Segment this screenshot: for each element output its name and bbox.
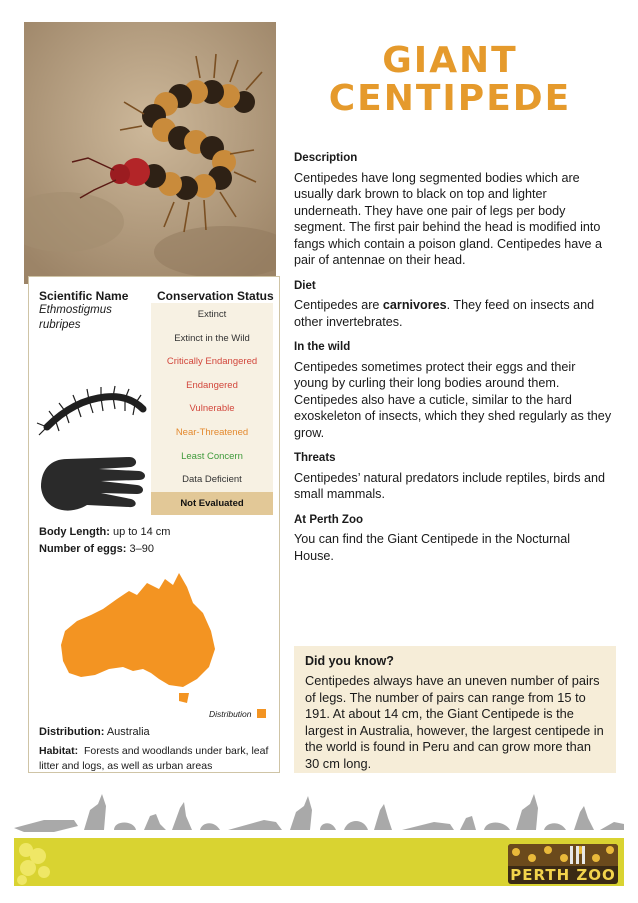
info-panel bbox=[28, 276, 280, 773]
conservation-status-heading: Conservation Status bbox=[157, 289, 274, 303]
habitat-value: Forests and woodlands under bark, leaf litter and logs, as well as urban areas bbox=[39, 745, 269, 772]
status-data-deficient: Data Deficient bbox=[151, 468, 273, 492]
did-you-know-text: Centipedes always have an uneven number of pairs of legs. The number of pairs can range from 15 to 191. At about 14 cm, the Giant Centipede is the largest in Australia, however, the largest centipede in the world is found in Peru and can grow more than 30 cm long. bbox=[305, 673, 604, 771]
diet-heading: Diet bbox=[294, 279, 316, 292]
status-not-evaluated: Not Evaluated bbox=[151, 492, 273, 516]
status-vulnerable: Vulnerable bbox=[151, 397, 273, 421]
logo-pattern bbox=[508, 844, 618, 866]
zoo-heading: At Perth Zoo bbox=[294, 513, 363, 526]
did-you-know-heading: Did you know? bbox=[305, 654, 394, 668]
distribution-label: Distribution: bbox=[39, 726, 105, 738]
body-stats bbox=[39, 524, 170, 558]
body-length bbox=[39, 524, 170, 541]
diet-text-bold: carnivores bbox=[382, 298, 447, 312]
distribution-value: Australia bbox=[106, 726, 150, 738]
logo-text: PERTH ZOO bbox=[510, 866, 616, 884]
diet-text bbox=[294, 297, 612, 330]
number-of-eggs bbox=[39, 541, 170, 558]
status-extinct-in-the-wild: Extinct in the Wild bbox=[151, 327, 273, 351]
distribution bbox=[39, 725, 271, 740]
threats-text: Centipedes’ natural predators include reptiles, birds and small mammals. bbox=[294, 470, 606, 501]
body-length-value: up to 14 cm bbox=[112, 526, 171, 538]
diet-text-start: Centipedes are bbox=[294, 298, 383, 312]
status-endangered: Endangered bbox=[151, 374, 273, 398]
threats-heading: Threats bbox=[294, 452, 336, 464]
status-critically-endangered: Critically Endangered bbox=[151, 350, 273, 374]
description-heading: Description bbox=[294, 152, 358, 164]
wild-heading: In the wild bbox=[294, 341, 351, 353]
scientific-name-heading: Scientific Name bbox=[39, 289, 129, 303]
title-line-2: CENTIPEDE bbox=[328, 78, 572, 119]
eggs-label: Number of eggs: bbox=[39, 543, 127, 555]
footer-leaf-decoration bbox=[14, 838, 58, 886]
scientific-name: Ethmostigmus rubripes bbox=[39, 304, 112, 331]
eggs-value: 3–90 bbox=[129, 543, 154, 555]
did-you-know-box bbox=[294, 646, 616, 773]
description-text: Centipedes have long segmented bodies which are usually dark brown to black on top and lighter underneath. They have one pair of legs per body segment. The first pair behind the head is modified into fangs which contain a poison gland. Centipedes have a pair of antennae on their head. bbox=[294, 170, 603, 267]
status-least-concern: Least Concern bbox=[151, 445, 273, 469]
body-length-label: Body Length: bbox=[39, 526, 110, 538]
page-title bbox=[300, 42, 600, 118]
centipede-photo bbox=[24, 22, 276, 284]
habitat-label: Habitat: bbox=[39, 745, 79, 757]
australia-distribution-map bbox=[55, 569, 225, 719]
status-extinct: Extinct bbox=[151, 303, 273, 327]
main-text-column bbox=[294, 150, 612, 573]
footer-bar bbox=[14, 838, 624, 886]
map-legend-label: Distribution bbox=[209, 709, 252, 719]
map-legend-swatch bbox=[257, 709, 266, 718]
hand-size-comparison-icon bbox=[37, 447, 145, 519]
diet-text-end: . They feed on insects and other invertebrates. bbox=[294, 298, 595, 329]
animal-silhouette-frieze bbox=[14, 790, 624, 834]
habitat bbox=[39, 744, 271, 774]
centipede-silhouette-icon bbox=[35, 379, 151, 439]
distribution-info bbox=[39, 725, 271, 774]
wild-text: Centipedes sometimes protect their eggs and their young by curling their long bodies around them. Centipedes also have a cuticle, similar to the hard exoskeleton of insects, which they shed regularly as they grow. bbox=[294, 359, 612, 440]
conservation-status-list bbox=[151, 303, 273, 515]
perth-zoo-logo[interactable] bbox=[508, 844, 618, 884]
title-line-1: GIANT bbox=[382, 40, 518, 81]
zoo-text: You can find the Giant Centipede in the Nocturnal House. bbox=[294, 532, 571, 563]
status-near-threatened: Near-Threatened bbox=[151, 421, 273, 445]
